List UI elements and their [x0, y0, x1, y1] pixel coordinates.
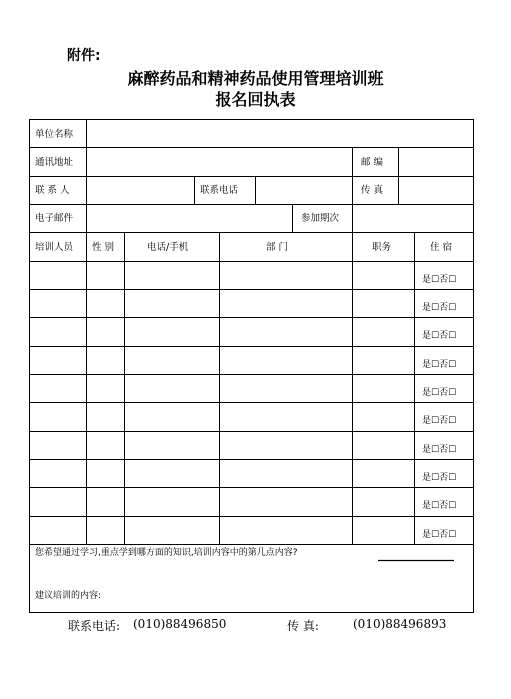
column-header-gender: 性 别	[92, 242, 115, 253]
lodging-option[interactable]: 是☐否☐	[422, 445, 457, 455]
postcode-label: 邮 编	[361, 157, 384, 168]
attachment-label: 附件:	[67, 48, 101, 64]
lodging-option[interactable]: 是☐否☐	[422, 501, 457, 511]
footer-phone-value: (010)88496850	[133, 617, 227, 631]
lodging-option[interactable]: 是☐否☐	[422, 360, 457, 370]
lodging-option[interactable]: 是☐否☐	[422, 416, 457, 426]
contact-person-label: 联 系 人	[35, 185, 70, 196]
footer-phone-label: 联系电话:	[68, 619, 121, 633]
column-header-department: 部 门	[266, 242, 289, 253]
column-header-position: 职务	[372, 242, 392, 253]
footer-fax-value: (010)88496893	[353, 617, 447, 631]
suggestion-label: 建议培训的内容:	[35, 591, 102, 601]
contact-phone-label: 联系电话	[200, 185, 239, 196]
column-header-phone: 电话/手机	[147, 242, 189, 253]
fax-label: 传 真	[361, 185, 384, 196]
session-label: 参加期次	[301, 213, 340, 224]
footer-fax-label: 传 真:	[287, 619, 319, 633]
form-border	[30, 120, 474, 613]
lodging-option[interactable]: 是☐否☐	[422, 530, 457, 540]
lodging-option[interactable]: 是☐否☐	[422, 331, 457, 341]
address-label: 通讯地址	[35, 157, 74, 168]
learning-question: 您希望通过学习,重点学到哪方面的知识,培训内容中的第几点内容?	[35, 548, 298, 558]
lodging-option[interactable]: 是☐否☐	[422, 275, 457, 285]
lodging-option[interactable]: 是☐否☐	[422, 388, 457, 398]
lodging-option[interactable]: 是☐否☐	[422, 303, 457, 313]
lodging-option[interactable]: 是☐否☐	[422, 473, 457, 483]
email-label: 电子邮件	[35, 213, 74, 224]
form-subtitle: 报名回执表	[215, 90, 296, 109]
form-title: 麻醉药品和精神药品使用管理培训班	[127, 69, 384, 88]
column-header-lodging: 住 宿	[430, 242, 453, 253]
unit-name-label: 单位名称	[35, 129, 74, 140]
column-header-trainee: 培训人员	[35, 242, 74, 253]
